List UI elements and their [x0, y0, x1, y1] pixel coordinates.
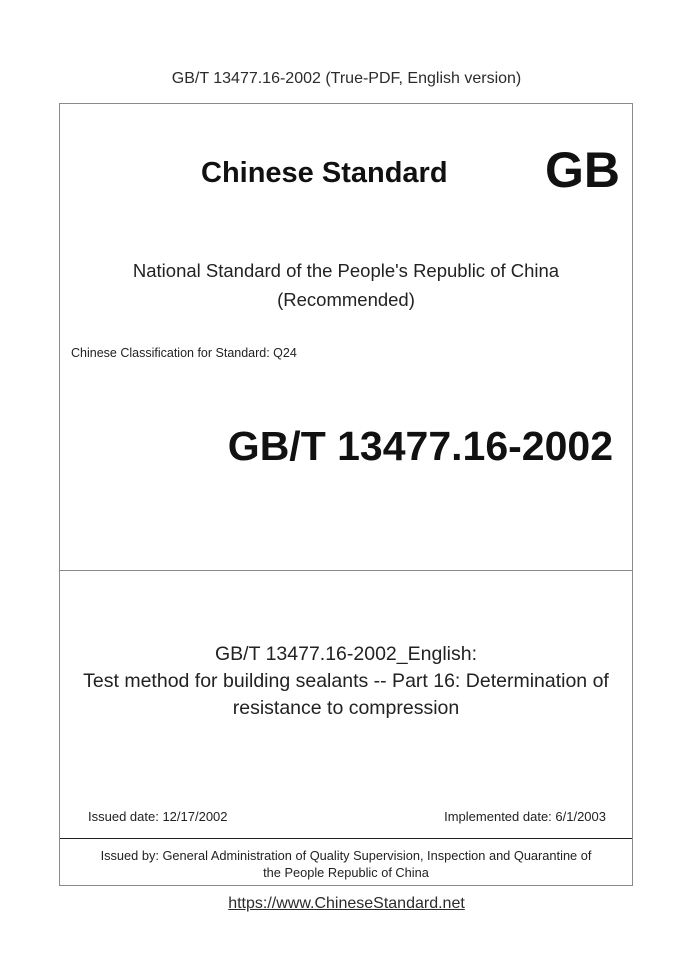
title-line: Test method for building sealants -- Part 16: Determination of	[83, 670, 609, 692]
gb-mark: GB	[545, 142, 620, 198]
document-header: GB/T 13477.16-2002 (True-PDF, English version)	[171, 70, 522, 87]
issued-date: Issued date: 12/17/2002	[88, 809, 228, 824]
title-line: resistance to compression	[232, 697, 460, 719]
title-line: GB/T 13477.16-2002_English:	[215, 643, 477, 665]
footer-link-container	[0, 893, 693, 915]
issued-by-line: Issued by: General Administration of Quality Supervision, Inspection and Quarantine of	[100, 848, 592, 863]
standard-number: GB/T 13477.16-2002	[227, 423, 613, 469]
national-standard-text	[60, 256, 632, 314]
cover-title-section	[60, 571, 632, 837]
cover-frame	[59, 103, 633, 886]
national-standard-line: National Standard of the People's Republic of China	[132, 260, 560, 281]
recommended-line: (Recommended)	[277, 289, 415, 310]
implemented-date: Implemented date: 6/1/2003	[444, 809, 606, 824]
issued-by-line: the People Republic of China	[263, 865, 429, 880]
classification-text: Chinese Classification for Standard: Q24	[71, 346, 297, 360]
issued-by-text	[60, 847, 632, 881]
document-title	[60, 641, 632, 722]
cover-top-section	[60, 104, 632, 571]
chinese-standard-heading: Chinese Standard	[201, 157, 448, 189]
website-link[interactable]: https://www.ChineseStandard.net	[228, 895, 465, 912]
issuer-section	[60, 838, 632, 886]
